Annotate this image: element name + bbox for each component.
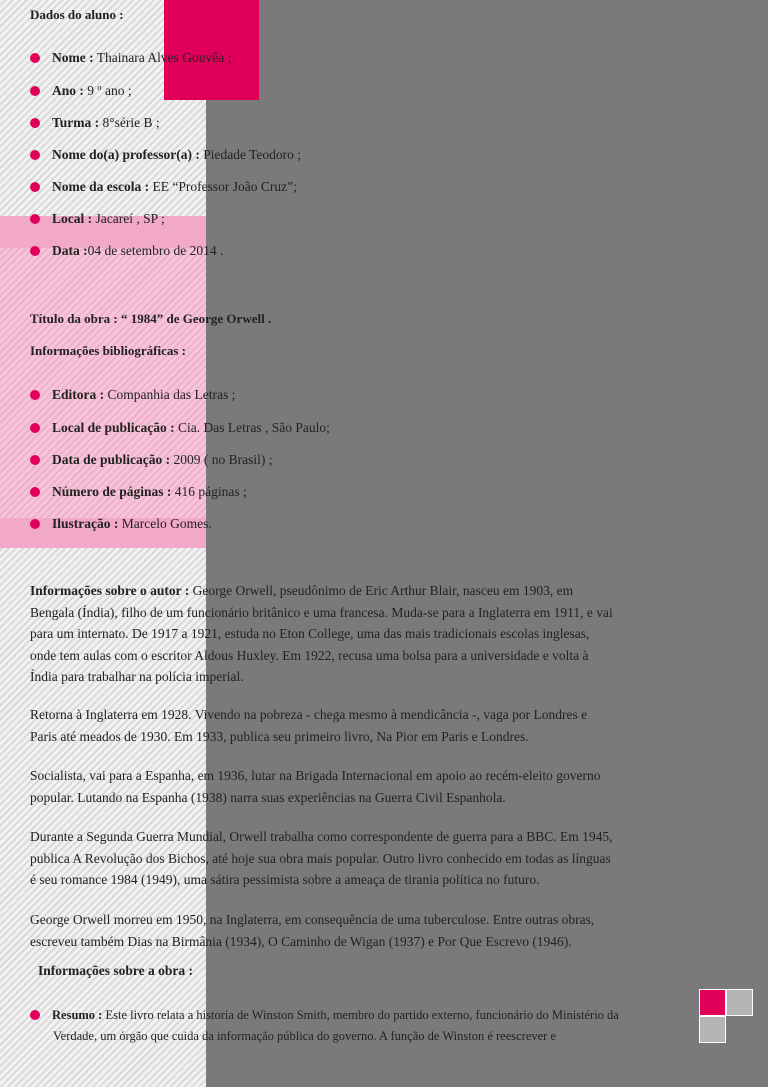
student-item-date: Data :04 de setembro de 2014 . [30, 243, 223, 259]
author-paragraph-1: Informações sobre o autor : George Orwell, pseudônimo de Eric Arthur Blair, nasceu em 1903, em Bengala (Índia), filho de um funcionário britânico e uma francesa. Muda-se para a Inglaterra em 1911, e vai para um internato. De 1917 a 1921, estuda no Eton College, uma das mais tradicionais escolas inglesas, onde tem aulas com o escritor Aldous Huxley. Em 1922, recusa uma bolsa para a universidade e volta à Índia para trabalhar na polícia imperial. [30, 583, 613, 684]
biblio-item-date: Data de publicação : 2009 ( no Brasil) ; [30, 452, 273, 468]
bullet-icon [30, 53, 40, 63]
author-paragraph-5: George Orwell morreu em 1950, na Inglaterra, em consequência de uma tuberculose. Entre outras obras, escreveu também Dias na Birmânia (1934), O Caminho de Wigan (1937) e Por Que Escrevo (1946). [30, 912, 595, 949]
author-paragraph-4: Durante a Segunda Guerra Mundial, Orwell trabalha como correspondente de guerra para a BBC. Em 1945, publica A Revolução dos Bichos, até hoje sua obra mais popular. Outro livro conhecido em todas as línguas é seu romance 1984 (1949), uma sátira pessimista sobre a ameaça de tirania política no futuro. [30, 829, 613, 887]
biblio-item-publisher: Editora : Companhia das Letras ; [30, 387, 235, 403]
student-item-name: Nome : Thainara Alves Gouvêa ; [30, 50, 231, 66]
bullet-icon [30, 1010, 40, 1020]
student-item-location: Local : Jacareí , SP ; [30, 211, 165, 227]
author-paragraph-2: Retorna à Inglaterra em 1928. Vivendo na pobreza - chega mesmo à mendicância -, vaga por Londres e Paris até meados de 1930. Em 1933, publica seu primeiro livro, Na Pior em Paris e Londres. [30, 707, 588, 744]
biblio-item-pages: Número de páginas : 416 páginas ; [30, 484, 247, 500]
bullet-icon [30, 118, 40, 128]
student-heading: Dados do aluno : [30, 7, 124, 22]
work-info-heading: Informações sobre a obra : [38, 963, 193, 978]
biblio-heading: Informações bibliográficas : [30, 343, 186, 358]
bullet-icon [30, 455, 40, 465]
biblio-item-place: Local de publicação : Cia. Das Letras , São Paulo; [30, 420, 330, 436]
bullet-icon [30, 86, 40, 96]
bullet-icon [30, 487, 40, 497]
biblio-item-illustration: Ilustração : Marcelo Gomes. [30, 516, 212, 532]
summary-paragraph: Resumo : Este livro relata a historia de Winston Smith, membro do partido externo, funcionário do Ministério da Verdade, um órgão que cuida da informação pública do governo. A função de Winston é reescrever e [30, 1005, 710, 1047]
student-item-teacher: Nome do(a) professor(a) : Piedade Teodoro ; [30, 147, 301, 163]
author-label: Informações sobre o autor : [30, 583, 190, 598]
bullet-icon [30, 214, 40, 224]
bullet-icon [30, 182, 40, 192]
student-item-year: Ano : 9 º ano ; [30, 83, 132, 99]
bullet-icon [30, 246, 40, 256]
work-title: Título da obra : “ 1984” de George Orwell . [30, 311, 272, 326]
bullet-icon [30, 423, 40, 433]
author-paragraph-3: Socialista, vai para a Espanha, em 1936, lutar na Brigada Internacional em apoio ao recém-eleito governo popular. Lutando na Espanha (1938) narra suas experiências na Guerra Civil Espanhola. [30, 768, 601, 805]
student-item-class: Turma : 8°série B ; [30, 115, 160, 131]
student-item-school: Nome da escola : EE “Professor João Cruz”; [30, 179, 297, 195]
bullet-icon [30, 519, 40, 529]
summary-label: Resumo : [52, 1008, 103, 1022]
bullet-icon [30, 150, 40, 160]
bullet-icon [30, 390, 40, 400]
